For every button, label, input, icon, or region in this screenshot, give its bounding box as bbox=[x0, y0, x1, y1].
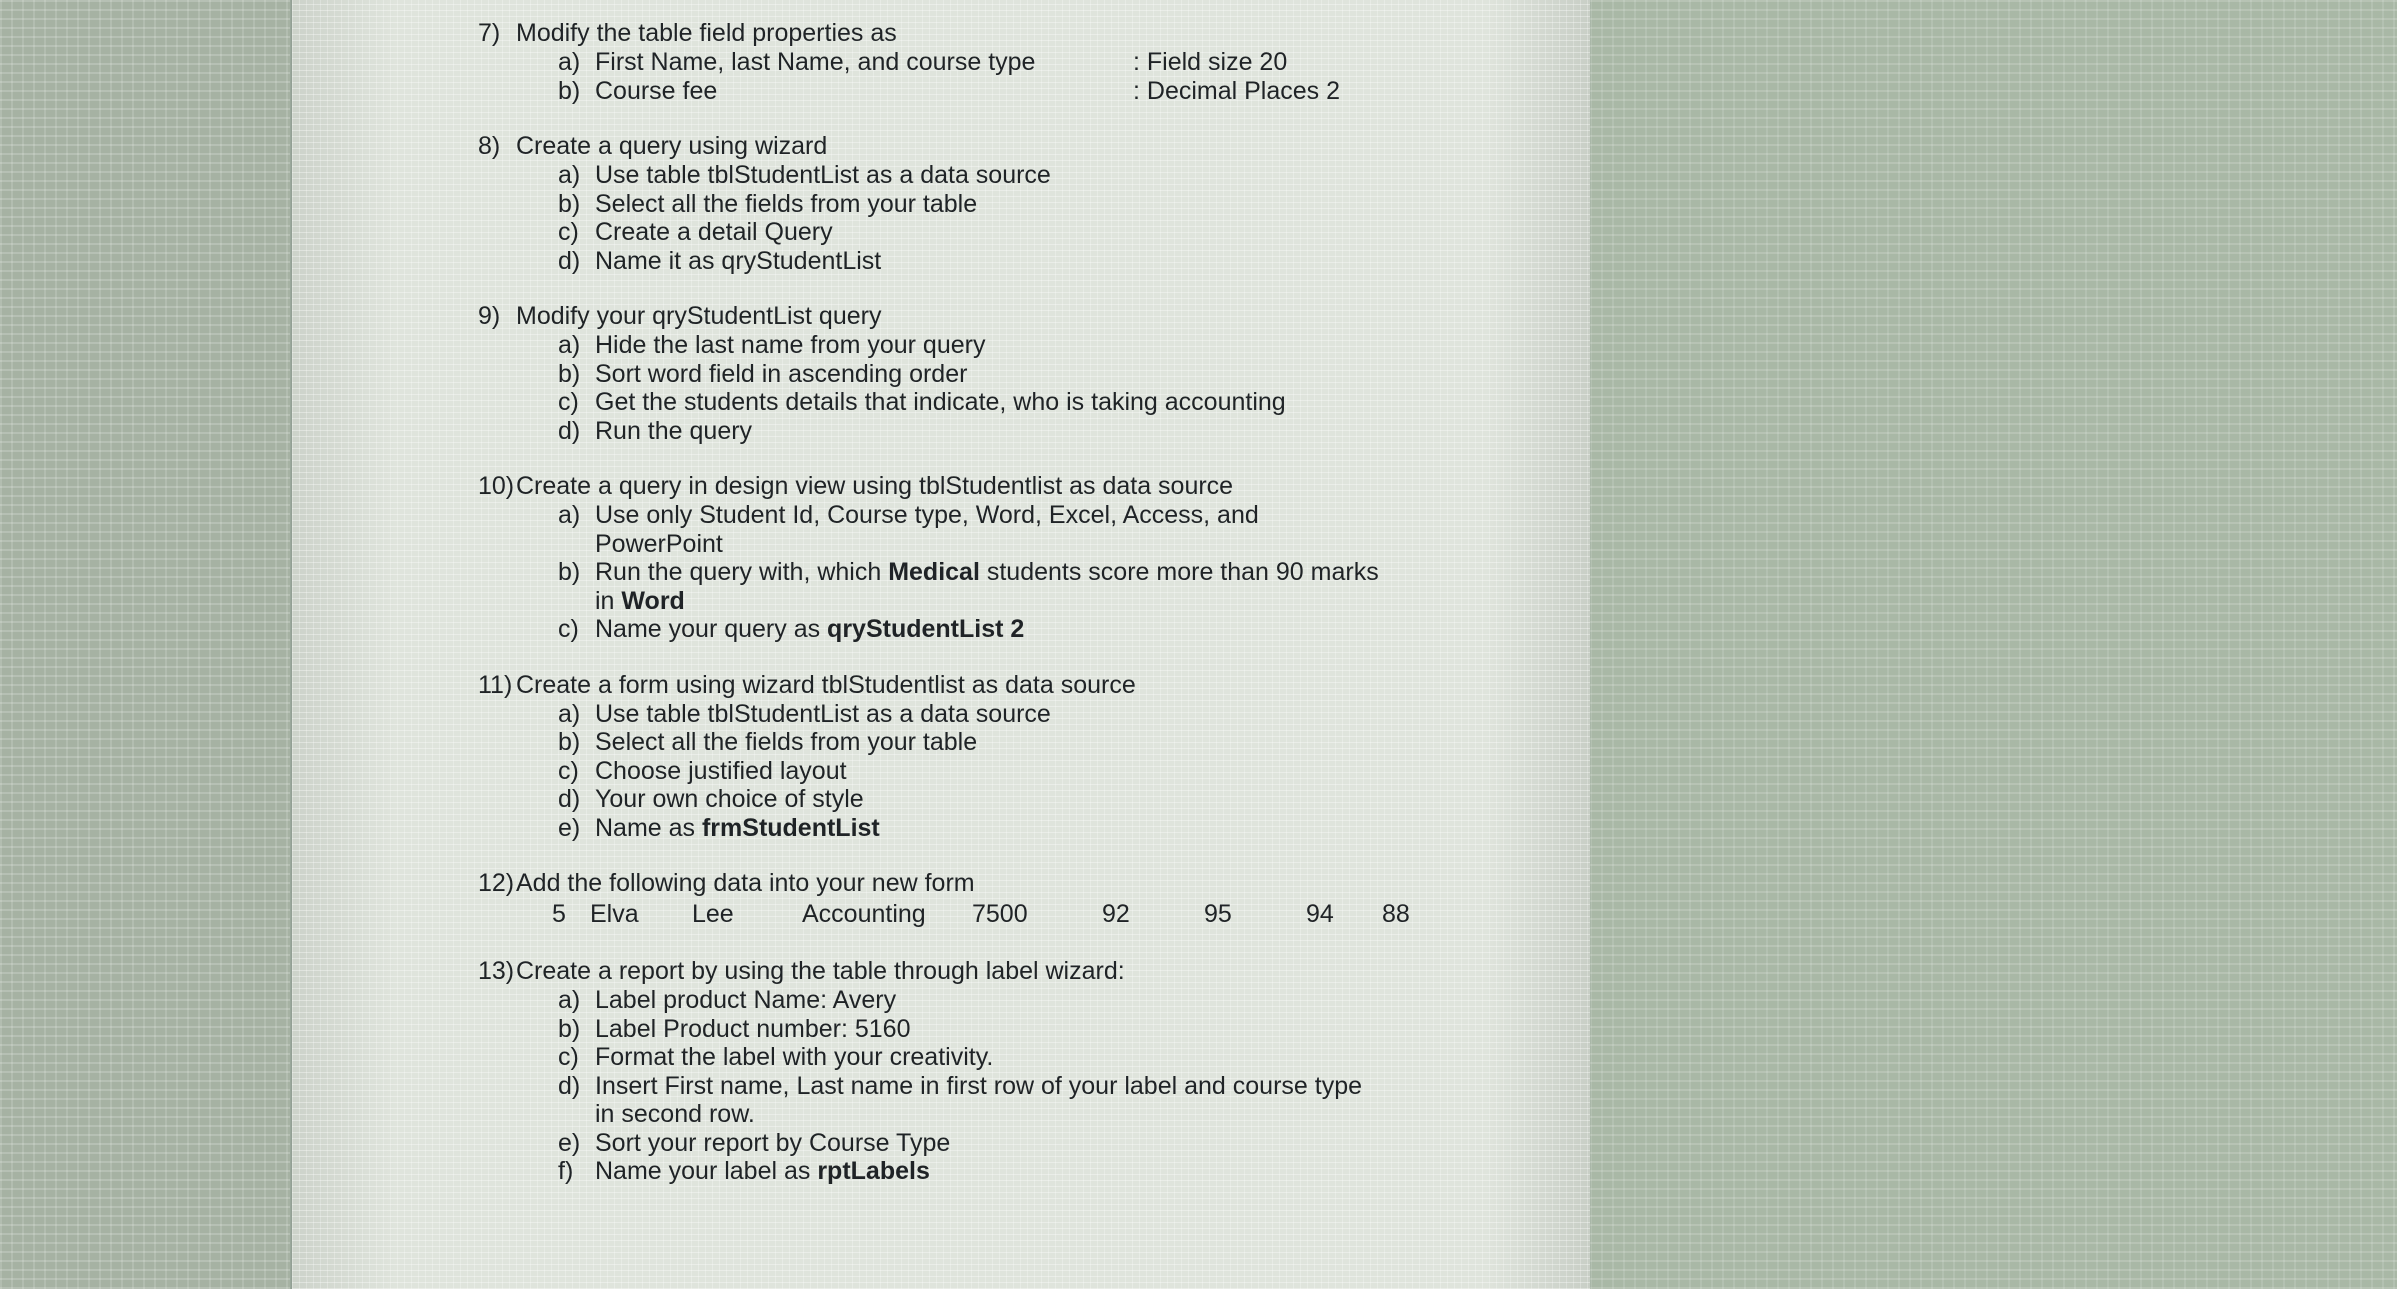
sub-item: b) Label Product number: 5160 bbox=[558, 1014, 911, 1043]
document-content bbox=[478, 18, 1588, 1212]
item-title: Create a query in design view using tblStudentlist as data source bbox=[516, 472, 1234, 500]
data-cell: 95 bbox=[1204, 900, 1232, 928]
sub-item: b) Select all the fields from your table bbox=[558, 189, 978, 218]
sub-item: c) Get the students details that indicate, who is taking accounting bbox=[558, 388, 1286, 416]
instruction-10 bbox=[478, 471, 1588, 644]
sub-item: a) Use table tblStudentList as a data source bbox=[558, 699, 1051, 728]
sub-item: d) Name it as qryStudentList bbox=[558, 246, 882, 275]
field-value: : Field size 20 bbox=[1133, 48, 1288, 76]
sub-item: c) Create a detail Query bbox=[558, 218, 833, 246]
item-title: Add the following data into your new form bbox=[516, 869, 975, 897]
sub-item: a) Use table tblStudentList as a data source bbox=[558, 161, 1051, 189]
sub-item: c) Name your query as qryStudentList 2 bbox=[558, 615, 1025, 643]
item-number: 11) bbox=[478, 670, 513, 699]
instruction-9 bbox=[478, 301, 1588, 445]
data-cell: 92 bbox=[1102, 900, 1130, 928]
data-cell: 7500 bbox=[972, 900, 1028, 928]
data-cell: Elva bbox=[590, 900, 639, 928]
sub-item: d) Run the query bbox=[558, 416, 753, 445]
sub-item: c) Format the label with your creativity. bbox=[558, 1043, 994, 1071]
item-title: Modify your qryStudentList query bbox=[516, 302, 882, 330]
sub-item: a) Use only Student Id, Course type, Word, Excel, Access, and PowerPoint bbox=[558, 501, 1259, 558]
item-number: 7) bbox=[478, 19, 501, 47]
data-cell: Accounting bbox=[802, 900, 926, 928]
sub-item: e) Name as frmStudentList bbox=[558, 813, 880, 842]
sub-item: e) Sort your report by Course Type bbox=[558, 1128, 951, 1157]
sub-item: a) Hide the last name from your query bbox=[558, 331, 986, 359]
instruction-8 bbox=[478, 131, 1588, 275]
item-title: Create a report by using the table through label wizard: bbox=[516, 957, 1125, 985]
sub-item: b) Select all the fields from your table bbox=[558, 728, 978, 756]
data-cell: 94 bbox=[1306, 900, 1334, 928]
sub-item: d) Insert First name, Last name in first row of your label and course type in second row. bbox=[558, 1071, 1363, 1128]
sub-item: f) Name your label as rptLabels bbox=[558, 1157, 930, 1185]
item-title: Create a query using wizard bbox=[516, 132, 828, 160]
sub-item: b) Course fee : Decimal Places 2 bbox=[558, 76, 1341, 105]
sub-item: a) Label product Name: Avery bbox=[558, 986, 897, 1014]
item-number: 8) bbox=[478, 132, 501, 160]
data-cell: 5 bbox=[552, 900, 566, 928]
background-right bbox=[1590, 0, 2397, 1289]
item-number: 9) bbox=[478, 302, 501, 330]
sub-item: b) Sort word field in ascending order bbox=[558, 359, 968, 388]
item-title: Create a form using wizard tblStudentlist as data source bbox=[516, 670, 1136, 699]
data-row bbox=[552, 898, 1588, 930]
sub-item: c) Choose justified layout bbox=[558, 756, 847, 785]
background-left bbox=[0, 0, 290, 1289]
sub-item: b) Run the query with, which Medical students score more than 90 marks in Word bbox=[558, 558, 1379, 615]
item-title: Modify the table field properties as bbox=[516, 19, 897, 47]
sub-item: d) Your own choice of style bbox=[558, 785, 864, 813]
instruction-11 bbox=[478, 670, 1588, 843]
instruction-13 bbox=[478, 956, 1588, 1186]
field-value: : Decimal Places 2 bbox=[1133, 76, 1341, 105]
item-number: 12) bbox=[478, 869, 515, 897]
item-number: 13) bbox=[478, 957, 515, 985]
instruction-7 bbox=[478, 18, 1588, 105]
data-cell: Lee bbox=[692, 900, 734, 928]
data-cell: 88 bbox=[1382, 900, 1410, 928]
instruction-12 bbox=[478, 868, 1588, 930]
item-number: 10) bbox=[478, 472, 515, 500]
sub-item: a) First Name, last Name, and course type : Field size 20 bbox=[558, 48, 1288, 76]
